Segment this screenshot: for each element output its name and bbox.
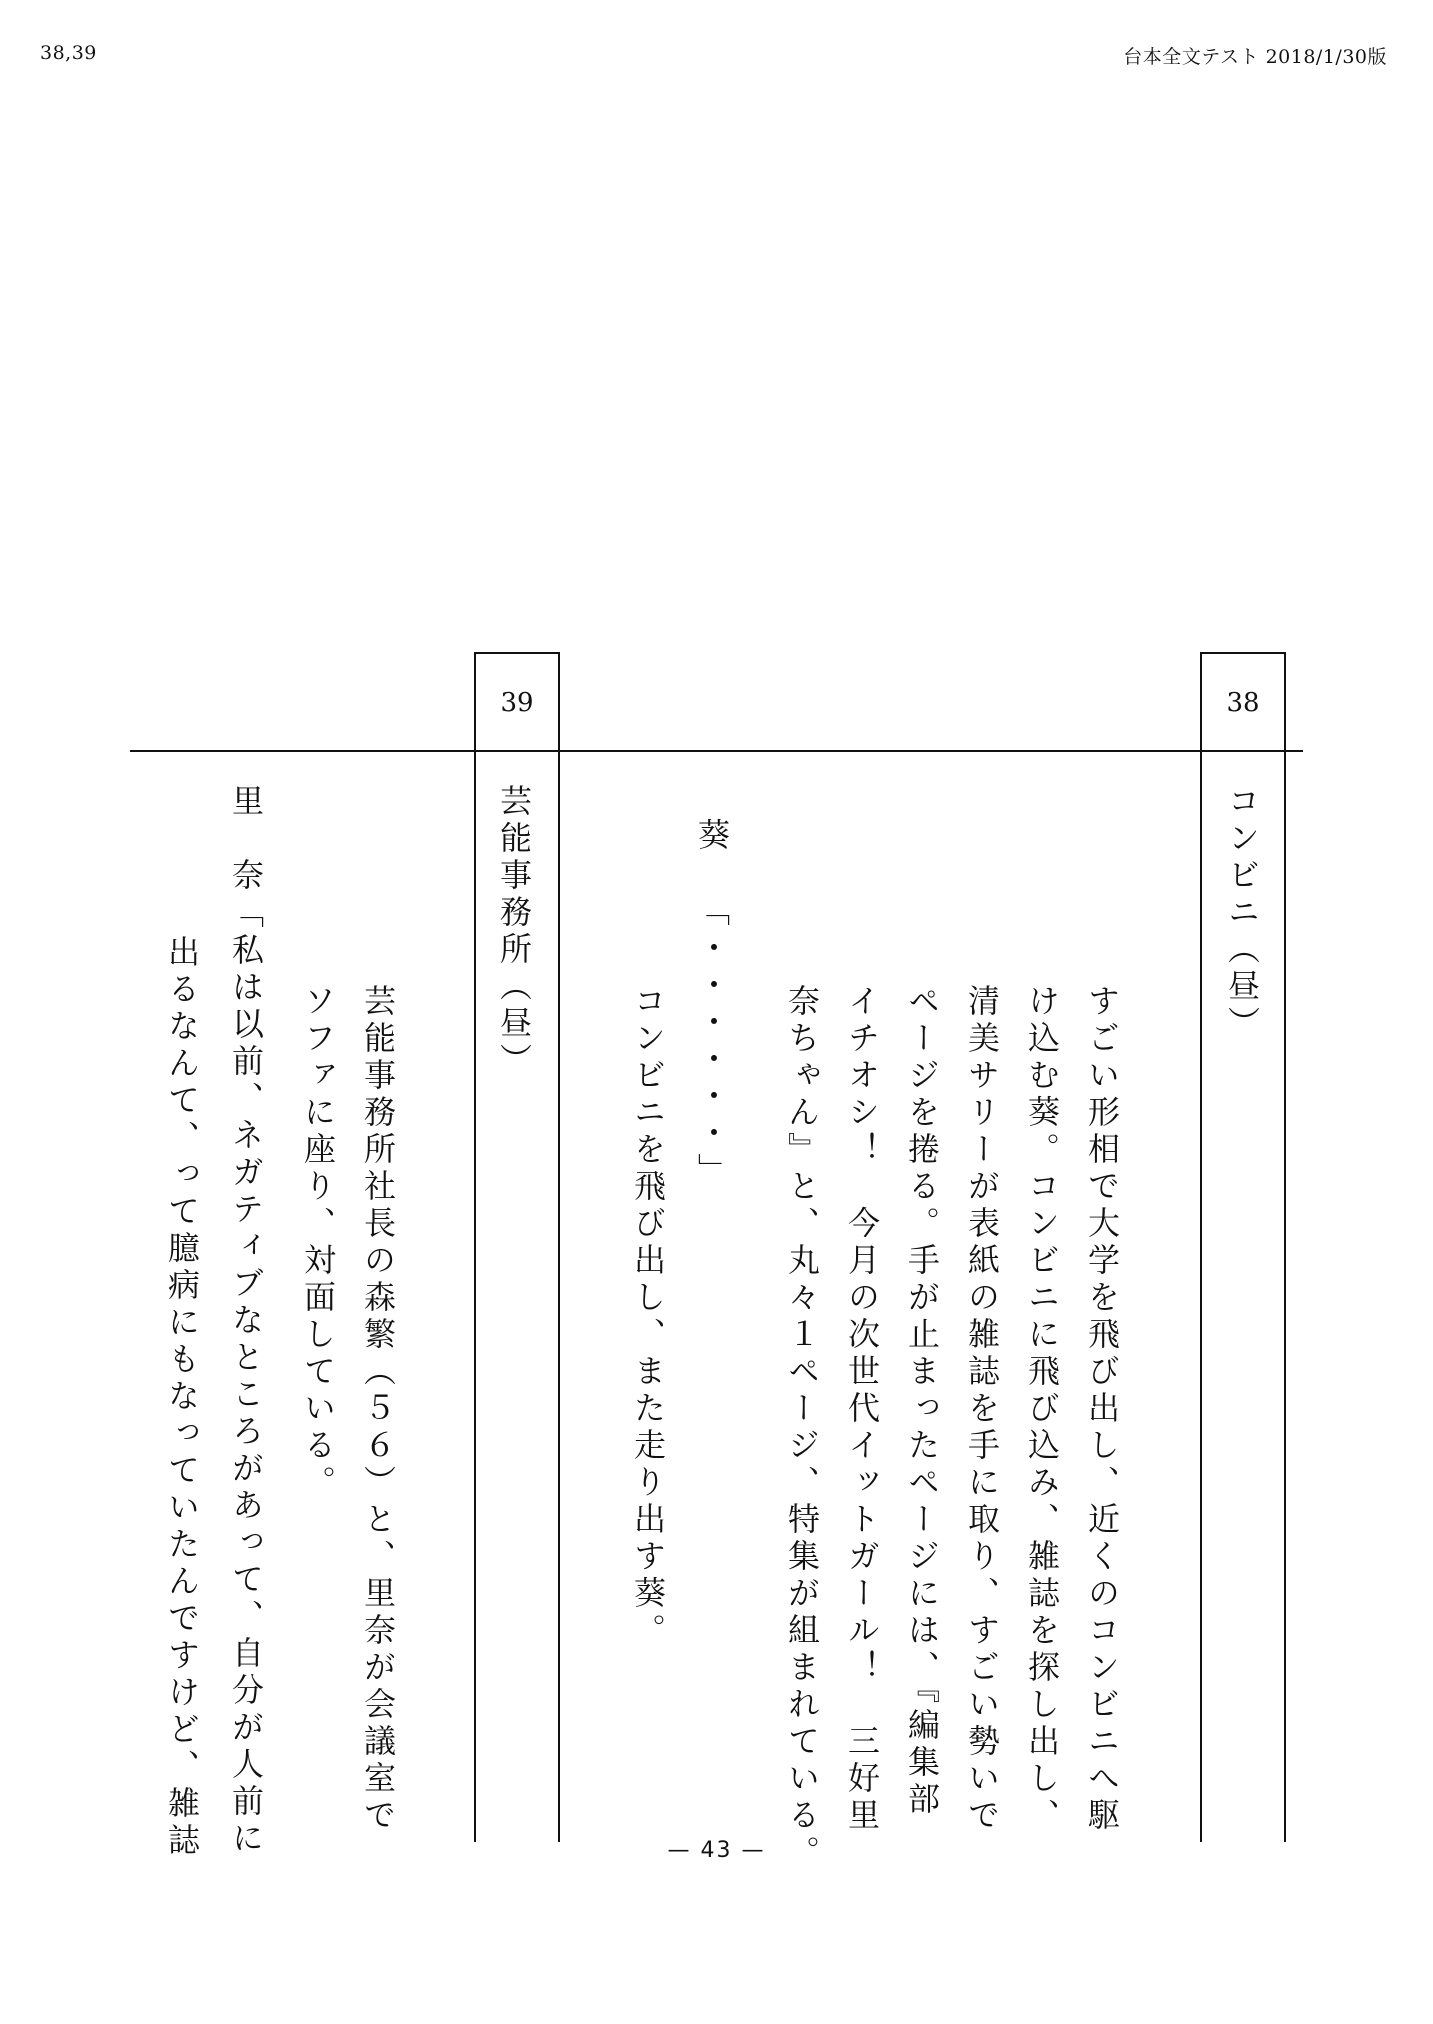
scene-range-label: 38,39 [40,42,97,64]
scene38-action-line: 清美サリーが表紙の雑誌を手に取り、すごい勢いで [963,984,1001,1835]
scene38-left-border [1200,652,1202,1842]
scene39-left-border [474,652,476,1842]
scene38-action-after: コンビニを飛び出し、また走り出す葵。 [629,984,667,1650]
scene39-dialogue-line: 「私は以前、ネガティブなところがあって、自分が人前に [227,896,265,1858]
scene39-action-line: ソファに座り、対面している。 [299,984,337,1502]
heading-divider [130,750,1303,752]
scene38-dialogue-line: 「・・・・・・」 [693,894,731,1190]
scene38-speaker: 葵 [693,818,731,855]
scene39-heading: 芸能事務所（昼） [495,784,533,1080]
scene38-action-line: すごい形相で大学を飛び出し、近くのコンビニへ駆 [1083,984,1121,1835]
scene38-action-line: け込む葵。コンビニに飛び込み、雑誌を探し出し、 [1023,984,1061,1835]
scene38-right-border [1284,652,1286,1842]
document-title: 台本全文テスト 2018/1/30版 [1123,46,1387,68]
scene38-action-line: 奈ちゃん』と、丸々１ページ、特集が組まれている。 [783,984,821,1872]
page-number: — 43 — [667,1838,766,1863]
scene39-dialogue-line: 出るなんて、って臆病にもなっていたんですけど、雑誌 [163,935,201,1860]
scene39-action-line: 芸能事務所社長の森繁（５６）と、里奈が会議室で [359,984,397,1835]
scene38-action-line: ページを捲る。手が止まったページには、『編集部 [903,984,941,1819]
scene39-number: 39 [474,652,560,752]
scene39-speaker: 里 奈 [227,784,265,895]
scene39-right-border [558,652,560,1842]
scene38-number: 38 [1200,652,1286,752]
scene38-heading: コンビニ（昼） [1223,784,1261,1043]
scene38-action-line: イチオシ！ 今月の次世代イットガール！ 三好里 [843,984,881,1835]
